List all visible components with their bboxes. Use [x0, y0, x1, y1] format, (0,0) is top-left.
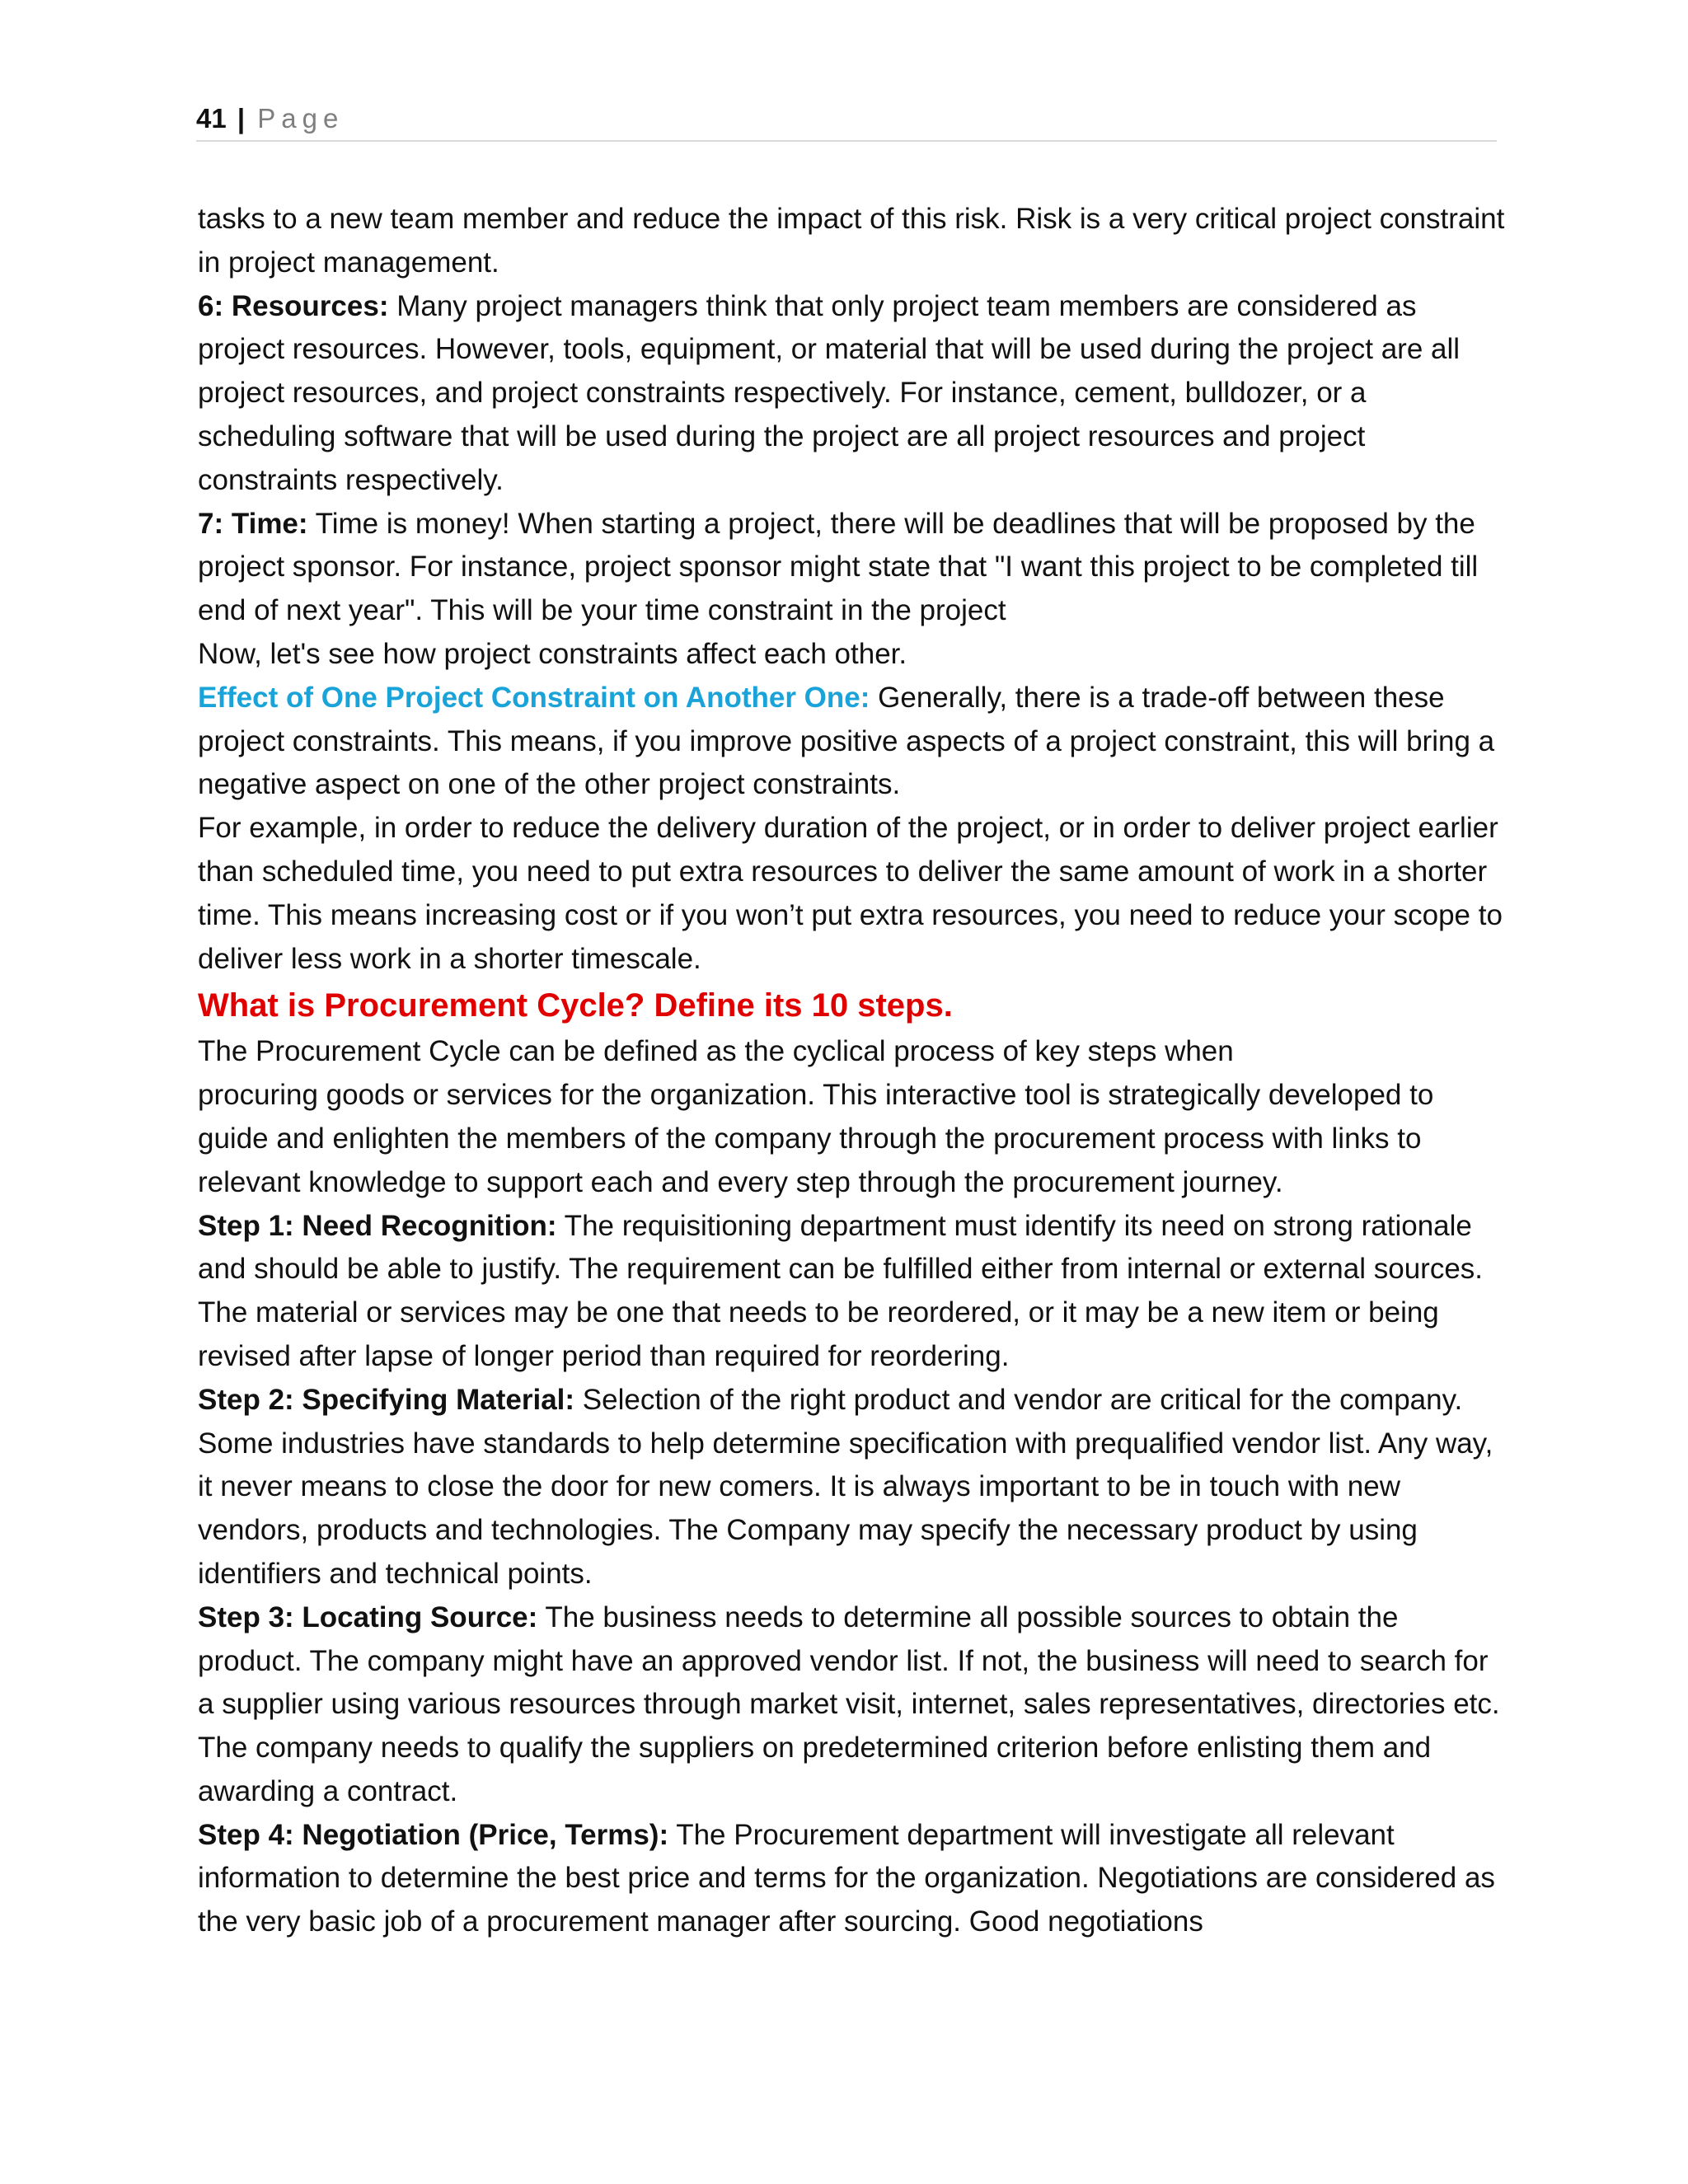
step3-text: The business needs to determine all possible sources to obtain the product. The company might have an approved vendor list. If not, the business will need to search for a supplier using various resources through market visit, internet, sales representatives, directories etc. The company needs to qualify the suppliers on predetermined criterion before enlisting them and awarding a contract. — [198, 1601, 1500, 1807]
paragraph-time — [198, 503, 1508, 633]
step4-text: The Procurement department will investigate all relevant information to determine the best price and terms for the organization. Negotiations are considered as the very basic job of a procurement manager after sourcing. Good negotiations — [198, 1818, 1495, 1938]
paragraph-effect — [198, 677, 1508, 807]
paragraph-now: Now, let's see how project constraints affect each other. — [198, 637, 907, 670]
time-label: 7: Time: — [198, 507, 308, 540]
effect-title: Effect of One Project Constraint on Another One: — [198, 681, 870, 714]
page-separator: | — [237, 103, 246, 134]
paragraph-step4 — [198, 1814, 1508, 1944]
resources-text: Many project managers think that only project team members are considered as project resources. However, tools, equipment, or material that will be used during the project are all project resources, and project constraints respectively. For instance, cement, bulldozer, or a scheduling software that will be used during the project are all project resources and project constraints respectively. — [198, 289, 1461, 496]
paragraph-step1 — [198, 1205, 1508, 1379]
step1-label: Step 1: Need Recognition: — [198, 1209, 557, 1242]
resources-label: 6: Resources: — [198, 289, 389, 322]
page-header — [196, 101, 1497, 142]
paragraph-risk-continuation: tasks to a new team member and reduce the impact of this risk. Risk is a very critical project constraint in project management. — [198, 203, 1505, 279]
step2-label: Step 2: Specifying Material: — [198, 1383, 575, 1416]
paragraph-resources — [198, 285, 1508, 503]
procurement-intro: procuring goods or services for the organization. This interactive tool is strategically developed to guide and enlighten the members of the company through the procurement process with links to relevant knowledge to support each and every step through the procurement journey. — [198, 1079, 1434, 1198]
page-number: 41 — [196, 103, 227, 134]
step3-label: Step 3: Locating Source: — [198, 1601, 538, 1633]
step1-text: The requisitioning department must identify its need on strong rationale and should be able to justify. The requirement can be fulfilled either from internal or external sources. The material or services may be one that needs to be reordered, or it may be a new item or being revised after lapse of longer period than required for reordering. — [198, 1209, 1484, 1372]
paragraph-step3 — [198, 1596, 1508, 1814]
step4-label: Step 4: Negotiation (Price, Terms): — [198, 1818, 669, 1851]
effect-text: Generally, there is a trade-off between these project constraints. This means, if you improve positive aspects of a project constraint, this will bring a negative aspect on one of the other project constraints. — [198, 681, 1495, 801]
procurement-heading: What is Procurement Cycle? Define its 10 steps. — [198, 987, 953, 1024]
step2-text: Selection of the right product and vendor are critical for the company. Some industries have standards to help determine specification with prequalified vendor list. Any way, it never means to close the door for new comers. It is always important to be in touch with new vendors, products and technologies. The Company may specify the necessary product by using identifiers and technical points. — [198, 1383, 1493, 1590]
page-label: Page — [257, 103, 345, 134]
paragraph-example: For example, in order to reduce the delivery duration of the project, or in order to deliver project earlier than scheduled time, you need to put extra resources to deliver the same amount of work in a shorter time. This means increasing cost or if you won’t put extra resources, you need to reduce your scope to deliver less work in a shorter timescale. — [198, 812, 1503, 975]
procurement-intro-line1: The Procurement Cycle can be defined as the cyclical process of key steps when — [198, 1035, 1234, 1068]
document-body — [198, 198, 1508, 1944]
time-text: Time is money! When starting a project, there will be deadlines that will be proposed by the project sponsor. For instance, project sponsor might state that "I want this project to be completed till end of next year". This will be your time constraint in the project — [198, 507, 1479, 627]
paragraph-step2 — [198, 1379, 1508, 1596]
